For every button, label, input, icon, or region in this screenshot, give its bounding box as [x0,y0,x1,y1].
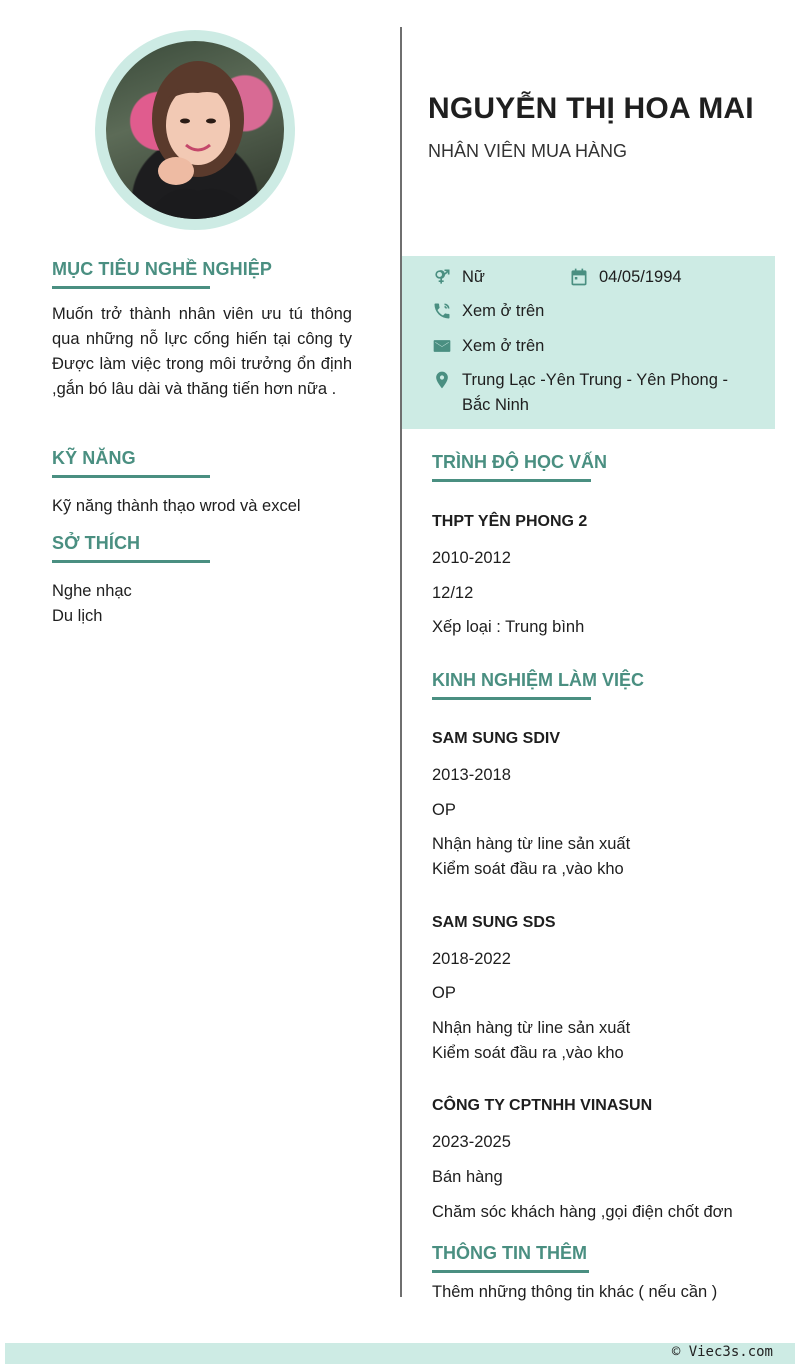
column-divider [400,27,402,1297]
objective-text: Muốn trở thành nhân viên ưu tú thông qua những nỗ lực cống hiến tại công ty Được làm việc trong môi trưởng ổn định ,gắn bó lâu dài và thăng tiến hơn nữa . [52,305,352,398]
gender-value: Nữ [462,268,485,286]
job-duty: Nhận hàng từ line sản xuất [432,1019,631,1037]
school-name: THPT YÊN PHONG 2 [432,513,588,530]
hobby-item: Nghe nhạc [52,582,132,600]
birthday-value: 04/05/1994 [599,268,682,286]
extra-title: THÔNG TIN THÊM [432,1243,587,1263]
objective-title: MỤC TIÊU NGHỀ NGHIỆP [52,259,273,279]
calendar-icon [569,267,589,287]
education-rank: Xếp loại : Trung bình [432,618,585,636]
section-underline [432,697,591,700]
address-line: Bắc Ninh [462,396,529,414]
phone-value: Xem ở trên [462,302,545,320]
job-position: OP [432,801,456,819]
job-duty: Kiểm soát đầu ra ,vào kho [432,1044,624,1062]
job-years: 2013-2018 [432,766,511,784]
job-years: 2018-2022 [432,950,511,968]
objective-section [52,259,352,402]
extra-section [432,1243,589,1273]
email-value: Xem ở trên [462,337,545,355]
skills-text: Kỹ năng thành thạo wrod và excel [52,497,301,515]
job-company: SAM SUNG SDS [432,914,556,931]
location-icon [432,370,452,390]
hobbies-title: SỞ THÍCH [52,533,141,553]
job-duty: Kiểm soát đầu ra ,vào kho [432,860,624,878]
address-line: Trung Lạc -Yên Trung - Yên Phong - [462,371,728,389]
footer-credit[interactable]: © Viec3s.com [671,1344,773,1360]
phone-row [432,299,544,324]
job-years: 2023-2025 [432,1133,511,1151]
education-title: TRÌNH ĐỘ HỌC VẤN [432,452,607,472]
section-underline [52,560,210,563]
section-underline [432,1270,589,1273]
address-row [432,368,728,418]
section-underline [432,479,591,482]
job-duty: Chăm sóc khách hàng ,gọi điện chốt đơn [432,1203,733,1221]
email-row [432,334,544,359]
education-section [432,452,607,482]
candidate-name: NGUYỄN THỊ HOA MAI [428,92,754,125]
job-company: SAM SUNG SDIV [432,730,561,747]
gender-row [432,265,485,290]
avatar [106,41,284,219]
skills-title: KỸ NĂNG [52,448,136,468]
job-duty: Nhận hàng từ line sản xuất [432,835,631,853]
hobbies-section [52,533,352,629]
phone-icon [432,301,452,321]
extra-text: Thêm những thông tin khác ( nếu cần ) [432,1283,718,1301]
job-title: NHÂN VIÊN MUA HÀNG [428,141,628,161]
experience-section [432,670,644,700]
section-underline [52,475,210,478]
education-grade: 12/12 [432,584,474,602]
hobby-item: Du lịch [52,607,103,625]
section-underline [52,286,210,289]
skills-section [52,448,352,519]
gender-icon [432,267,452,287]
job-company: CÔNG TY CPTNHH VINASUN [432,1097,653,1114]
job-position: OP [432,984,456,1002]
education-years: 2010-2012 [432,549,511,567]
birthday-row [569,265,682,290]
experience-title: KINH NGHIỆM LÀM VIỆC [432,670,645,690]
email-icon [432,336,452,356]
job-position: Bán hàng [432,1168,503,1186]
